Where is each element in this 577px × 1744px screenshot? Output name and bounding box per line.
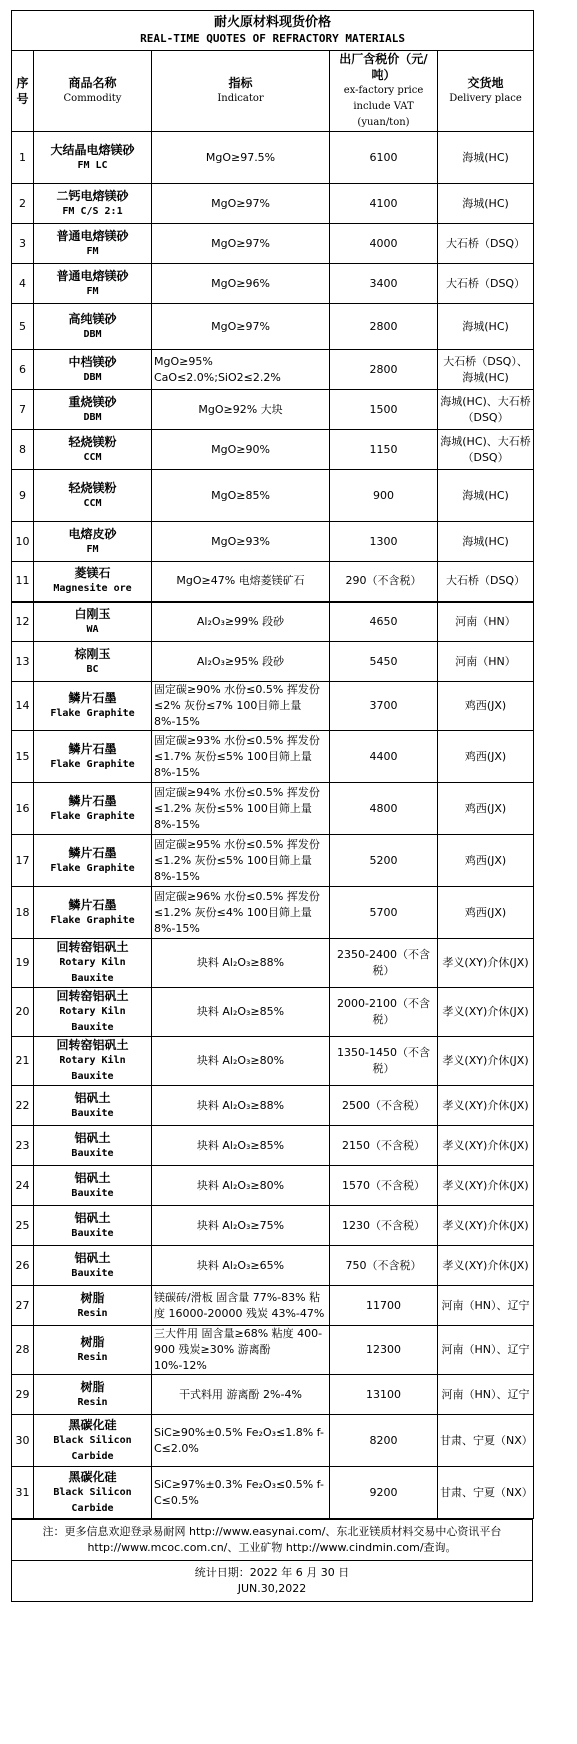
commodity-en: Black Silicon Carbide — [53, 1434, 132, 1462]
row-number: 15 — [12, 731, 34, 783]
price-cell: 9200 — [330, 1467, 438, 1519]
commodity-cell — [34, 132, 152, 184]
commodity-cell — [34, 1166, 152, 1206]
header-price: 出厂含税价（元/吨） ex-factory price include VAT (yuan/ton) — [330, 51, 438, 132]
commodity-cell — [34, 731, 152, 783]
table-row — [12, 1375, 534, 1415]
indicator-cell: SiC≥90%±0.5% Fe₂O₃≤1.8% f-C≤2.0% — [152, 1415, 330, 1467]
delivery-cell: 河南（HN）、辽宁 — [438, 1326, 534, 1375]
row-number: 8 — [12, 430, 34, 470]
commodity-cell — [34, 264, 152, 304]
delivery-cell: 河南（HN）、辽宁 — [438, 1375, 534, 1415]
commodity-cn: 铝矾土 — [74, 1250, 111, 1265]
date-cn: 统计日期：2022 年 6 月 30 日 — [194, 1566, 350, 1579]
commodity-cn: 大结晶电熔镁砂 — [50, 142, 135, 157]
row-number: 16 — [12, 783, 34, 835]
row-number: 20 — [12, 988, 34, 1037]
row-number: 12 — [12, 602, 34, 642]
commodity-cn: 鳞片石墨 — [68, 897, 117, 912]
delivery-cell: 海城(HC) — [438, 132, 534, 184]
price-cell: 11700 — [330, 1286, 438, 1326]
commodity-cell — [34, 783, 152, 835]
commodity-cn: 菱镁石 — [74, 566, 111, 581]
price-cell: 2000-2100（不含税） — [330, 988, 438, 1037]
delivery-cell: 河南（HN） — [438, 642, 534, 682]
header-row — [12, 51, 534, 132]
commodity-en: DBM — [83, 411, 102, 423]
commodity-en: Bauxite — [71, 1227, 114, 1239]
commodity-cell — [34, 522, 152, 562]
table-title — [12, 11, 534, 51]
price-cell: 6100 — [330, 132, 438, 184]
table-row — [12, 1415, 534, 1467]
date — [12, 1561, 533, 1602]
delivery-cell: 鸡西(JX) — [438, 835, 534, 887]
commodity-cn: 铝矾土 — [74, 1210, 111, 1225]
price-cell: 13100 — [330, 1375, 438, 1415]
price-cell: 1230（不含税） — [330, 1206, 438, 1246]
indicator-cell: Al₂O₃≥99% 段砂 — [152, 602, 330, 642]
commodity-en: Flake Graphite — [50, 758, 135, 770]
commodity-cell — [34, 642, 152, 682]
indicator-cell: MgO≥97% — [152, 304, 330, 350]
title-row — [12, 11, 534, 51]
commodity-en: Rotary Kiln Bauxite — [59, 1055, 126, 1082]
indicator-cell: 块料 Al₂O₃≥80% — [152, 1166, 330, 1206]
price-cell: 5700 — [330, 887, 438, 939]
delivery-cell: 鸡西(JX) — [438, 731, 534, 783]
delivery-cell: 河南（HN） — [438, 602, 534, 642]
row-number: 18 — [12, 887, 34, 939]
indicator-cell: 三大件用 固含量≥68% 粘度 400-900 残炭≥30% 游离酚 10%-12% — [152, 1326, 330, 1375]
row-number: 13 — [12, 642, 34, 682]
row-number: 5 — [12, 304, 34, 350]
commodity-cell — [34, 1415, 152, 1467]
indicator-cell: 块料 Al₂O₃≥88% — [152, 939, 330, 988]
row-number: 7 — [12, 390, 34, 430]
commodity-cell — [34, 224, 152, 264]
indicator-cell: 块料 Al₂O₃≥80% — [152, 1037, 330, 1086]
row-number: 17 — [12, 835, 34, 887]
table-row — [12, 264, 534, 304]
table-row — [12, 1246, 534, 1286]
table-row — [12, 132, 534, 184]
table-row — [12, 939, 534, 988]
delivery-cell: 孝义(XY)介休(JX) — [438, 1126, 534, 1166]
price-cell: 4400 — [330, 731, 438, 783]
commodity-cn: 铝矾土 — [74, 1170, 111, 1185]
row-number: 24 — [12, 1166, 34, 1206]
row-number: 29 — [12, 1375, 34, 1415]
price-cell: 8200 — [330, 1415, 438, 1467]
indicator-cell: 块料 Al₂O₃≥85% — [152, 988, 330, 1037]
delivery-cell: 鸡西(JX) — [438, 682, 534, 731]
commodity-en: Bauxite — [71, 1187, 114, 1199]
commodity-cell — [34, 939, 152, 988]
delivery-cell: 孝义(XY)介休(JX) — [438, 988, 534, 1037]
commodity-cell — [34, 1326, 152, 1375]
price-cell: 1500 — [330, 390, 438, 430]
delivery-cell: 海城(HC) — [438, 184, 534, 224]
row-number: 9 — [12, 470, 34, 522]
table-row — [12, 350, 534, 390]
table-row — [12, 430, 534, 470]
table-row — [12, 642, 534, 682]
row-number: 26 — [12, 1246, 34, 1286]
delivery-cell: 海城(HC) — [438, 522, 534, 562]
delivery-cell: 孝义(XY)介休(JX) — [438, 1166, 534, 1206]
commodity-en: Bauxite — [71, 1147, 114, 1159]
footer-table — [11, 1519, 533, 1602]
note: 注：更多信息欢迎登录易耐网 http://www.easynai.com/、东北亚镁质材料交易中心资讯平台 http://www.mcoc.com.cn/、工业矿物 http://www.cindmin.com/查询。 — [12, 1520, 533, 1561]
table-row — [12, 731, 534, 783]
table-row — [12, 602, 534, 642]
commodity-en: Flake Graphite — [50, 708, 135, 719]
indicator-cell: 固定碳≥93% 水份≤0.5% 挥发份≤1.7% 灰份≤5% 100目筛上量 8%-15% — [152, 731, 330, 783]
table-row — [12, 522, 534, 562]
delivery-cell: 海城(HC)、大石桥（DSQ） — [438, 390, 534, 430]
row-number: 11 — [12, 562, 34, 602]
commodity-en: Rotary Kiln Bauxite — [59, 957, 126, 984]
commodity-cell — [34, 1037, 152, 1086]
delivery-cell: 大石桥（DSQ） — [438, 264, 534, 304]
price-cell: 3700 — [330, 682, 438, 731]
commodity-cn: 二钙电熔镁砂 — [56, 188, 129, 203]
indicator-cell: MgO≥47% 电熔菱镁矿石 — [152, 562, 330, 602]
table-row — [12, 1126, 534, 1166]
indicator-cell: SiC≥97%±0.3% Fe₂O₃≤0.5% f-C≤0.5% — [152, 1467, 330, 1519]
price-cell: 4000 — [330, 224, 438, 264]
price-cell: 1350-1450（不含税） — [330, 1037, 438, 1086]
commodity-cell — [34, 184, 152, 224]
commodity-en: Flake Graphite — [50, 862, 135, 874]
price-cell: 2800 — [330, 304, 438, 350]
row-number: 2 — [12, 184, 34, 224]
price-cell: 2500（不含税） — [330, 1086, 438, 1126]
title-cn: 耐火原材料现货价格 — [214, 14, 332, 30]
commodity-en: FM — [86, 245, 99, 257]
commodity-en: FM — [86, 285, 99, 297]
commodity-cn: 鳞片石墨 — [68, 793, 117, 808]
row-number: 19 — [12, 939, 34, 988]
commodity-en: Resin — [77, 1307, 108, 1319]
price-cell: 1150 — [330, 430, 438, 470]
commodity-cn: 普通电熔镁砂 — [56, 228, 129, 243]
indicator-cell: 块料 Al₂O₃≥75% — [152, 1206, 330, 1246]
commodity-cn: 棕刚玉 — [74, 646, 111, 661]
table-row — [12, 1326, 534, 1375]
commodity-cn: 中档镁砂 — [68, 354, 117, 369]
commodity-cell — [34, 1375, 152, 1415]
price-cell: 3400 — [330, 264, 438, 304]
indicator-cell: MgO≥90% — [152, 430, 330, 470]
delivery-cell: 鸡西(JX) — [438, 887, 534, 939]
table-row — [12, 1206, 534, 1246]
indicator-cell: 块料 Al₂O₃≥88% — [152, 1086, 330, 1126]
date-en: JUN.30,2022 — [237, 1582, 307, 1595]
delivery-cell: 海城(HC)、大石桥（DSQ） — [438, 430, 534, 470]
delivery-cell: 孝义(XY)介休(JX) — [438, 1206, 534, 1246]
commodity-en: Resin — [77, 1352, 108, 1363]
indicator-cell: 固定碳≥96% 水份≤0.5% 挥发份≤1.2% 灰份≤4% 100目筛上量 8%-15% — [152, 887, 330, 939]
commodity-cell — [34, 602, 152, 642]
indicator-cell: 固定碳≥90% 水份≤0.5% 挥发份≤2% 灰份≤7% 100目筛上量 8%-15% — [152, 682, 330, 731]
indicator-cell: 块料 Al₂O₃≥85% — [152, 1126, 330, 1166]
price-cell: 4800 — [330, 783, 438, 835]
price-cell: 12300 — [330, 1326, 438, 1375]
commodity-cell — [34, 1246, 152, 1286]
table-row — [12, 562, 534, 602]
price-cell: 5200 — [330, 835, 438, 887]
commodity-cn: 鳞片石墨 — [68, 691, 117, 705]
delivery-cell: 大石桥（DSQ）、海城(HC) — [438, 350, 534, 390]
commodity-cn: 轻烧镁粉 — [68, 480, 117, 495]
row-number: 22 — [12, 1086, 34, 1126]
commodity-cn: 鳞片石墨 — [68, 741, 117, 756]
commodity-en: Black Silicon Carbide — [53, 1486, 132, 1514]
commodity-cn: 回转窑铝矾土 — [56, 1038, 129, 1052]
price-cell: 290（不含税） — [330, 562, 438, 602]
commodity-cell — [34, 350, 152, 390]
indicator-cell: 镁碳砖/滑板 固含量 77%-83% 粘度 16000-20000 残炭 43%-47% — [152, 1286, 330, 1326]
header-indicator: 指标 Indicator — [152, 51, 330, 132]
row-number: 28 — [12, 1326, 34, 1375]
table-row — [12, 184, 534, 224]
table-row — [12, 835, 534, 887]
indicator-cell: MgO≥85% — [152, 470, 330, 522]
commodity-cn: 回转窑铝矾土 — [56, 940, 129, 954]
table-row — [12, 390, 534, 430]
table-row — [12, 304, 534, 350]
commodity-cn: 树脂 — [80, 1290, 105, 1305]
commodity-en: BC — [86, 663, 99, 675]
table-row — [12, 1086, 534, 1126]
price-table — [11, 10, 534, 1519]
table-row — [12, 1037, 534, 1086]
price-cell: 750（不含税） — [330, 1246, 438, 1286]
commodity-cell — [34, 988, 152, 1037]
commodity-en: Bauxite — [71, 1107, 114, 1119]
commodity-cn: 黑碳化硅 — [68, 1469, 117, 1484]
commodity-cell — [34, 835, 152, 887]
indicator-cell: 固定碳≥95% 水份≤0.5% 挥发份≤1.2% 灰份≤5% 100目筛上量 8%-15% — [152, 835, 330, 887]
indicator-cell: MgO≥97.5% — [152, 132, 330, 184]
row-number: 25 — [12, 1206, 34, 1246]
commodity-en: FM — [86, 543, 99, 555]
price-cell: 1300 — [330, 522, 438, 562]
commodity-cell — [34, 887, 152, 939]
commodity-cell — [34, 1086, 152, 1126]
indicator-cell: 干式料用 游离酚 2%-4% — [152, 1375, 330, 1415]
commodity-en: FM C/S 2:1 — [62, 205, 123, 217]
commodity-en: Flake Graphite — [50, 810, 135, 822]
table-row — [12, 470, 534, 522]
row-number: 31 — [12, 1467, 34, 1519]
commodity-cell — [34, 1467, 152, 1519]
table-row — [12, 988, 534, 1037]
commodity-cell — [34, 430, 152, 470]
header-no: 序号 — [12, 51, 34, 132]
indicator-cell: MgO≥92% 大块 — [152, 390, 330, 430]
commodity-cn: 轻烧镁粉 — [68, 434, 117, 449]
indicator-cell: MgO≥95% CaO≤2.0%;SiO2≤2.2% — [152, 350, 330, 390]
commodity-cn: 树脂 — [80, 1379, 105, 1394]
commodity-en: Flake Graphite — [50, 914, 135, 926]
table-row — [12, 1166, 534, 1206]
table-row — [12, 1467, 534, 1519]
delivery-cell: 大石桥（DSQ） — [438, 224, 534, 264]
commodity-en: Resin — [77, 1396, 108, 1408]
commodity-cell — [34, 1286, 152, 1326]
commodity-cell — [34, 1126, 152, 1166]
delivery-cell: 孝义(XY)介休(JX) — [438, 939, 534, 988]
commodity-cell — [34, 562, 152, 602]
row-number: 23 — [12, 1126, 34, 1166]
price-cell: 2150（不含税） — [330, 1126, 438, 1166]
row-number: 30 — [12, 1415, 34, 1467]
title-en: REAL-TIME QUOTES OF REFRACTORY MATERIALS — [140, 31, 405, 45]
price-cell: 5450 — [330, 642, 438, 682]
delivery-cell: 孝义(XY)介休(JX) — [438, 1086, 534, 1126]
indicator-cell: 块料 Al₂O₃≥65% — [152, 1246, 330, 1286]
indicator-cell: MgO≥93% — [152, 522, 330, 562]
commodity-en: WA — [86, 623, 99, 635]
commodity-cell — [34, 390, 152, 430]
price-cell: 2800 — [330, 350, 438, 390]
price-cell: 2350-2400（不含税） — [330, 939, 438, 988]
table-row — [12, 682, 534, 731]
commodity-en: Magnesite ore — [53, 583, 132, 595]
commodity-cn: 树脂 — [80, 1335, 105, 1349]
indicator-cell: MgO≥97% — [152, 184, 330, 224]
commodity-cn: 回转窑铝矾土 — [56, 989, 129, 1003]
table-row — [12, 224, 534, 264]
commodity-en: DBM — [83, 328, 102, 340]
delivery-cell: 鸡西(JX) — [438, 783, 534, 835]
price-cell: 4100 — [330, 184, 438, 224]
price-cell: 1570（不含税） — [330, 1166, 438, 1206]
row-number: 10 — [12, 522, 34, 562]
row-number: 4 — [12, 264, 34, 304]
commodity-cn: 重烧镁砂 — [68, 394, 117, 409]
commodity-en: DBM — [83, 371, 102, 383]
delivery-cell: 甘肃、宁夏（NX） — [438, 1415, 534, 1467]
row-number: 27 — [12, 1286, 34, 1326]
price-sheet — [11, 10, 533, 1602]
delivery-cell: 大石桥（DSQ） — [438, 562, 534, 602]
delivery-cell: 海城(HC) — [438, 304, 534, 350]
commodity-cn: 普通电熔镁砂 — [56, 268, 129, 283]
commodity-cn: 铝矾土 — [74, 1130, 111, 1145]
table-row — [12, 783, 534, 835]
delivery-cell: 孝义(XY)介休(JX) — [438, 1037, 534, 1086]
header-commodity: 商品名称 Commodity — [34, 51, 152, 132]
delivery-cell: 孝义(XY)介休(JX) — [438, 1246, 534, 1286]
commodity-cn: 铝矾土 — [74, 1090, 111, 1105]
commodity-cn: 白刚玉 — [74, 606, 111, 621]
row-number: 21 — [12, 1037, 34, 1086]
price-cell: 4650 — [330, 602, 438, 642]
price-cell: 900 — [330, 470, 438, 522]
row-number: 14 — [12, 682, 34, 731]
indicator-cell: MgO≥97% — [152, 224, 330, 264]
indicator-cell: Al₂O₃≥95% 段砂 — [152, 642, 330, 682]
commodity-cn: 电熔皮砂 — [68, 526, 117, 541]
commodity-cn: 高纯镁砂 — [68, 311, 117, 326]
indicator-cell: 固定碳≥94% 水份≤0.5% 挥发份≤1.2% 灰份≤5% 100目筛上量 8%-15% — [152, 783, 330, 835]
delivery-cell: 甘肃、宁夏（NX） — [438, 1467, 534, 1519]
commodity-cell — [34, 470, 152, 522]
commodity-en: Bauxite — [71, 1267, 114, 1279]
commodity-cn: 黑碳化硅 — [68, 1417, 117, 1432]
table-row — [12, 887, 534, 939]
commodity-en: CCM — [83, 497, 102, 509]
commodity-cell — [34, 1206, 152, 1246]
commodity-cell — [34, 304, 152, 350]
row-number: 1 — [12, 132, 34, 184]
indicator-cell: MgO≥96% — [152, 264, 330, 304]
commodity-cell — [34, 682, 152, 731]
commodity-cn: 鳞片石墨 — [68, 845, 117, 860]
row-number: 3 — [12, 224, 34, 264]
commodity-en: Rotary Kiln Bauxite — [59, 1006, 126, 1033]
commodity-en: CCM — [83, 451, 102, 463]
row-number: 6 — [12, 350, 34, 390]
commodity-en: FM LC — [77, 159, 108, 171]
table-row — [12, 1286, 534, 1326]
header-delivery: 交货地 Delivery place — [438, 51, 534, 132]
delivery-cell: 海城(HC) — [438, 470, 534, 522]
delivery-cell: 河南（HN）、辽宁 — [438, 1286, 534, 1326]
